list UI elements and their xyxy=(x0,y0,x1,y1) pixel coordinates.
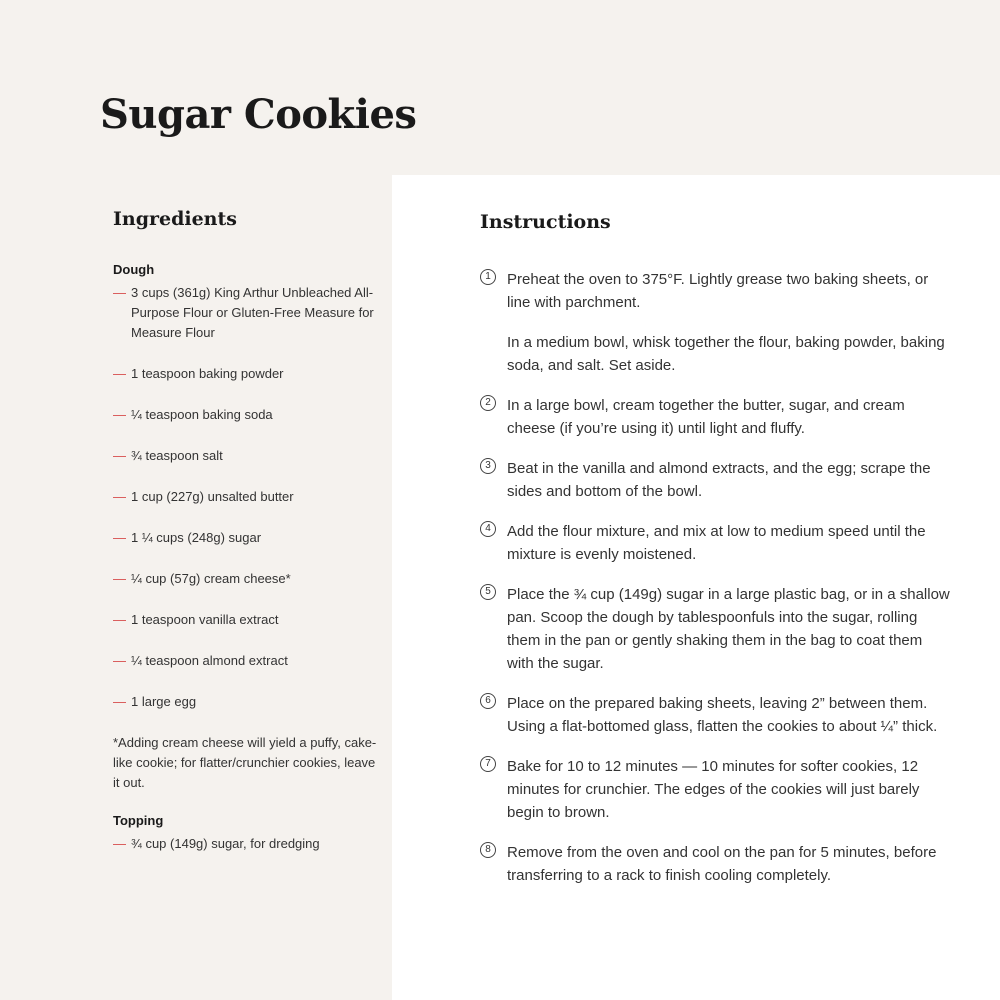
dash-icon: — xyxy=(113,694,126,709)
ingredient-item xyxy=(113,364,378,384)
ingredient-text: 1 teaspoon baking powder xyxy=(131,366,284,381)
ingredient-text: ¼ teaspoon baking soda xyxy=(131,407,273,422)
ingredient-item xyxy=(113,610,378,630)
step-number-icon: 1 xyxy=(480,269,496,285)
ingredient-text: ¼ cup (57g) cream cheese* xyxy=(131,571,291,586)
ingredient-item xyxy=(113,651,378,671)
ingredient-item xyxy=(113,528,378,548)
step-text: Add the flour mixture, and mix at low to medium speed until the mixture is evenly moistened. xyxy=(507,523,926,563)
ingredient-text: 1 ¼ cups (248g) sugar xyxy=(131,530,262,545)
dash-icon: — xyxy=(113,448,126,463)
ingredients-heading: Ingredients xyxy=(113,208,237,230)
step-number-icon: 3 xyxy=(480,458,496,474)
ingredient-item xyxy=(113,446,378,466)
step-text: Bake for 10 to 12 minutes — 10 minutes for softer cookies, 12 minutes for crunchier. The edges of the cookies will just barely begin to brown. xyxy=(507,758,920,821)
step-number-icon: 8 xyxy=(480,842,496,858)
instruction-step xyxy=(480,755,950,824)
instruction-step xyxy=(480,394,950,440)
ingredient-text: ¾ cup (149g) sugar, for dredging xyxy=(131,836,320,851)
instruction-step xyxy=(480,457,950,503)
ingredient-text: 1 teaspoon vanilla extract xyxy=(131,612,279,627)
step-number-icon: 7 xyxy=(480,756,496,772)
step-text: Place on the prepared baking sheets, leaving 2” between them. Using a flat-bottomed glass, flatten the cookies to about ¼” thick. xyxy=(507,695,938,735)
ingredient-item xyxy=(113,834,378,854)
step-text: In a large bowl, cream together the butter, sugar, and cream cheese (if you’re using it) until light and fluffy. xyxy=(507,397,905,437)
dash-icon: — xyxy=(113,285,126,300)
step-text: In a medium bowl, whisk together the flour, baking powder, baking soda, and salt. Set aside. xyxy=(507,334,945,374)
step-text: Preheat the oven to 375°F. Lightly grease two baking sheets, or line with parchment. xyxy=(507,271,929,311)
ingredient-text: 1 large egg xyxy=(131,694,197,709)
dash-icon: — xyxy=(113,489,126,504)
step-text: Place the ¾ cup (149g) sugar in a large plastic bag, or in a shallow pan. Scoop the dough by tablespoonfuls into the sugar, rolling them in the pan or gently shaking them in the bag to coat them with the sugar. xyxy=(507,586,950,672)
instruction-steps xyxy=(480,268,950,887)
instruction-step xyxy=(480,268,950,377)
dash-icon: — xyxy=(113,366,126,381)
dough-label: Dough xyxy=(113,262,155,277)
step-text: Remove from the oven and cool on the pan for 5 minutes, before transferring to a rack to finish cooling completely. xyxy=(507,844,937,884)
ingredients-section xyxy=(113,205,378,854)
dash-icon: — xyxy=(113,407,126,422)
step-text: Beat in the vanilla and almond extracts, and the egg; scrape the sides and bottom of the bowl. xyxy=(507,460,931,500)
page-title: Sugar Cookies xyxy=(100,91,417,138)
instruction-step xyxy=(480,583,950,675)
instruction-step xyxy=(480,520,950,566)
ingredient-text: 3 cups (361g) King Arthur Unbleached All-Purpose Flour or Gluten-Free Measure for Measure Flour xyxy=(131,285,374,340)
instructions-section xyxy=(480,208,950,904)
dash-icon: — xyxy=(113,571,126,586)
dash-icon: — xyxy=(113,530,126,545)
ingredient-text: 1 cup (227g) unsalted butter xyxy=(131,489,294,504)
step-number-icon: 6 xyxy=(480,693,496,709)
instruction-step xyxy=(480,692,950,738)
ingredient-text: ¾ teaspoon salt xyxy=(131,448,223,463)
ingredient-item xyxy=(113,692,378,712)
step-number-icon: 2 xyxy=(480,395,496,411)
cream-cheese-note: *Adding cream cheese will yield a puffy, cake-like cookie; for flatter/crunchier cookies, leave it out. xyxy=(113,735,377,790)
dash-icon: — xyxy=(113,836,126,851)
ingredient-item xyxy=(113,487,378,507)
ingredient-item xyxy=(113,283,378,343)
dash-icon: — xyxy=(113,653,126,668)
step-number-icon: 5 xyxy=(480,584,496,600)
instruction-step xyxy=(480,841,950,887)
topping-label: Topping xyxy=(113,813,164,828)
topping-ingredient-list xyxy=(113,834,378,854)
ingredient-text: ¼ teaspoon almond extract xyxy=(131,653,288,668)
dash-icon: — xyxy=(113,612,126,627)
ingredient-item xyxy=(113,569,378,589)
dough-ingredient-list xyxy=(113,283,378,712)
ingredient-item xyxy=(113,405,378,425)
instructions-heading: Instructions xyxy=(480,211,611,233)
step-number-icon: 4 xyxy=(480,521,496,537)
